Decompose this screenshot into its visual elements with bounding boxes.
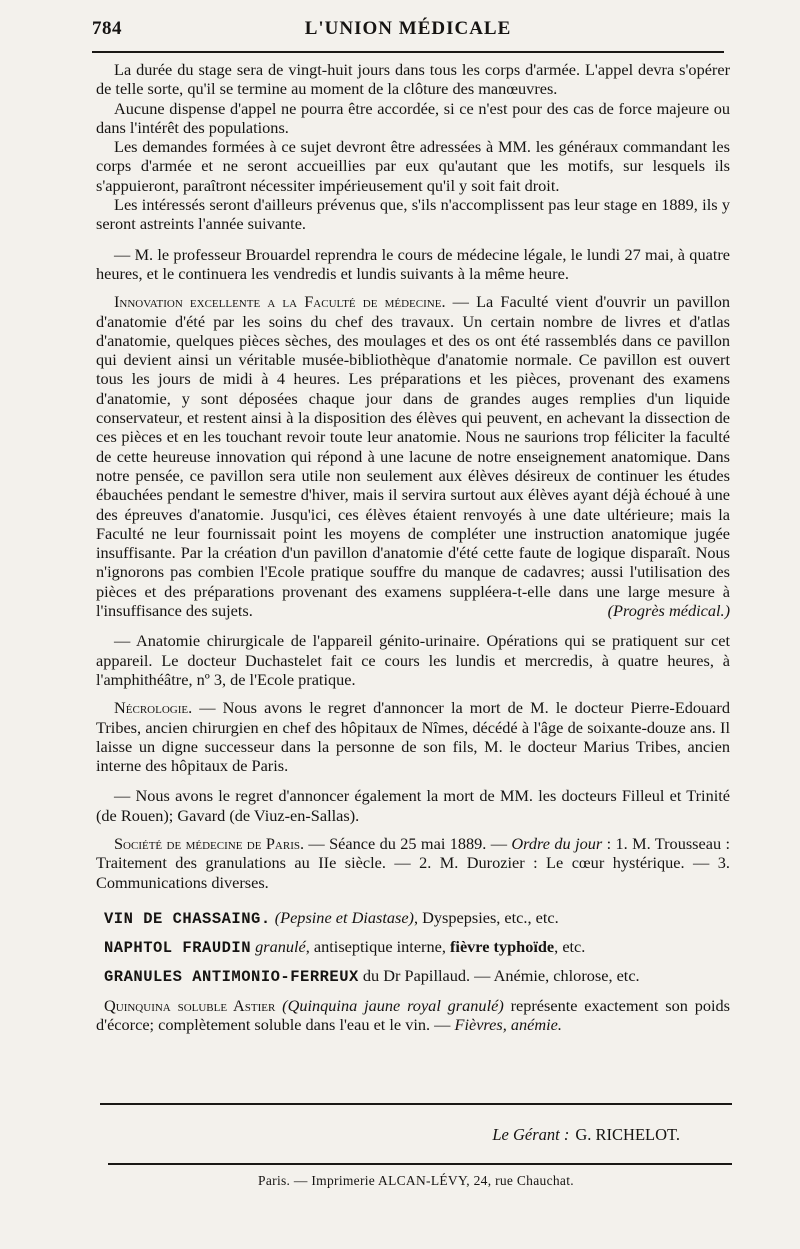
ad-granules-antimonio	[96, 966, 730, 987]
footer-rule-bottom	[108, 1163, 732, 1165]
ad-vin-chassaing	[96, 908, 730, 929]
ad-naphtol-indication: fièvre typhoïde	[450, 937, 555, 957]
paragraph-anatomie-chirurgicale: — Anatomie chirurgicale de l'appareil génito-urinaire. Opérations qui se pratiquent sur cet appareil. Le docteur Duchastelet fait ce cours les lundis et mercredis, à quatre heures, à l'amphithéâtre, nº 3, de l'Ecole pratique.	[96, 631, 730, 689]
ad-quinquina-name: Quinquina soluble Astier	[104, 995, 276, 1015]
ad-quinquina-text: représente exactement son poids d'écorce; complètement soluble dans l'eau et le vin. —	[96, 995, 730, 1035]
ad-granules-text: du Dr Papillaud. — Anémie, chlorose, etc.	[358, 966, 640, 986]
gerant-label: Le Gérant :	[492, 1125, 570, 1144]
paragraph-innovation	[96, 292, 730, 620]
ad-granules-name: GRANULES ANTIMONIO-FERREUX	[104, 968, 359, 987]
ad-naphtol-text: , antiseptique interne,	[305, 937, 450, 957]
necrologie-text: — Nous avons le regret d'annoncer la mort de M. le docteur Pierre-Edouard Tribes, ancien chirurgien en chef des hôpitaux de Nîmes, décédé à l'âge de soixante-douze ans. Il laisse un digne successeur dans la personne de son fils, M. le docteur Marius Tribes, ancien interne des hôpitaux de Paris.	[96, 698, 730, 776]
ad-naphtol-fraudin	[96, 937, 730, 958]
ad-vin-chassaing-text: , Dyspepsies, etc., etc.	[413, 907, 559, 927]
societe-heading: Société de médecine de Paris.	[114, 833, 305, 853]
paragraph-dispense: Aucune dispense d'appel ne pourra être accordée, si ce n'est pour des cas de force majeure ou dans l'intérêt des populations.	[96, 98, 730, 137]
paragraph-brouardel: — M. le professeur Brouardel reprendra le cours de médecine légale, le lundi 27 mai, à quatre heures, et le continuera les vendredis et lundis suivants à la même heure.	[96, 244, 730, 283]
article-body	[96, 60, 730, 1034]
paragraph-stage-duration: La durée du stage sera de vingt-huit jours dans tous les corps d'armée. L'appel devra s'opérer de telle sorte, qu'il se termine au moment de la clôture des manœuvres.	[96, 60, 730, 99]
innovation-citation: (Progrès médical.)	[607, 601, 730, 621]
ad-naphtol-form: granulé	[255, 937, 306, 957]
paragraph-necrologie-suite: — Nous avons le regret d'annoncer également la mort de MM. les docteurs Filleul et Trinité (de Rouen); Gavard (de Viuz-en-Sallas).	[96, 786, 730, 825]
footer-rule-top	[100, 1103, 732, 1105]
innovation-heading: Innovation excellente a la Faculté de médecine.	[114, 292, 446, 312]
ad-vin-chassaing-composition: (Pepsine et Diastase)	[274, 907, 414, 927]
page-number: 784	[92, 18, 122, 39]
printer-imprint: Paris. — Imprimerie ALCAN-LÉVY, 24, rue Chauchat.	[258, 1173, 574, 1188]
ad-naphtol-name: NAPHTOL FRAUDIN	[104, 939, 252, 958]
paragraph-societe-medecine	[96, 834, 730, 892]
necrologie-heading: Nécrologie.	[114, 698, 193, 718]
paragraph-demandes: Les demandes formées à ce sujet devront être adressées à MM. les généraux commandant les corps d'armée et ne seront accueillies par eux qu'autant que les motifs, sur lesquels ils s'appuieront, paraîtront nécessiter impérieusement qu'il y soit fait droit.	[96, 137, 730, 195]
innovation-text: — La Faculté vient d'ouvrir un pavillon d'anatomie d'été par les soins du chef des travaux. Un certain nombre de livres et d'atlas d'anatomie, quelques pièces sèches, des moulages et des os ont été rassemblés dans ce pavillon qui devient ainsi un véritable musée-bibliothèque d'anatomie normale. Ce pavillon est ouvert tous les jours de midi à 4 heures. Les préparations et les pièces, provenant des examens d'anatomie, y sont déposées chaque jour dans de grandes auges remplies d'un liquide conservateur, et restent ainsi à la disposition des élèves qui peuvent, en achevant la dissection de ces pièces et en les touchant revoir toute leur anatomie. Nous ne saurions trop féliciter la faculté de cette heureuse innovation qui répond à une lacune de notre enseignement anatomique. Dans notre pensée, ce pavillon sera utile non seulement aux élèves désireux de continuer les études ébauchées pendant le semestre d'hiver, mais il servira surtout aux élèves ayant déjà échoué à une des épreuves d'anatomie. Jusqu'ici, ces élèves étaient renvoyés à une date ultérieure; mais la Faculté ne leur fournissait point les moyens de compléter une instruction anatomique jugée insuffisante. Par la création d'un pavillon d'anatomie d'été cette faute de logique disparaît. Nous n'ignorons pas combien l'Ecole pratique souffre du manque de cadavres; aussi l'utilisation des pièces et des préparations provenant des examens suppléera-t-elle dans une large mesure à l'insuffisance des sujets.	[96, 292, 730, 621]
ad-vin-chassaing-name: VIN DE CHASSAING.	[104, 909, 271, 928]
header-rule	[92, 51, 724, 53]
paragraph-interesses: Les intéressés seront d'ailleurs prévenus que, s'ils n'accomplissent pas leur stage en 1889, ils y seront astreints l'année suivante.	[96, 195, 730, 234]
paragraph-necrologie	[96, 698, 730, 775]
gerant-name: G. RICHELOT.	[575, 1125, 680, 1144]
page-header	[92, 18, 724, 48]
societe-text-b: : 1. M. Trousseau : Traitement des granulations au IIe siècle. — 2. M. Durozier : Le cœur hystérique. — 3. Communications diverses.	[96, 833, 731, 892]
gerant-signature	[96, 1125, 680, 1145]
ad-quinquina-form: (Quinquina jaune royal granulé)	[282, 995, 504, 1015]
running-title: L'UNION MÉDICALE	[304, 18, 512, 39]
societe-ordre-du-jour: Ordre du jour	[511, 833, 603, 853]
societe-text-a: — Séance du 25 mai 1889. —	[304, 833, 512, 853]
ad-quinquina-indications: Fièvres, anémie.	[454, 1015, 562, 1035]
ad-quinquina-astier	[96, 996, 730, 1035]
ad-naphtol-etc: , etc.	[554, 937, 586, 957]
